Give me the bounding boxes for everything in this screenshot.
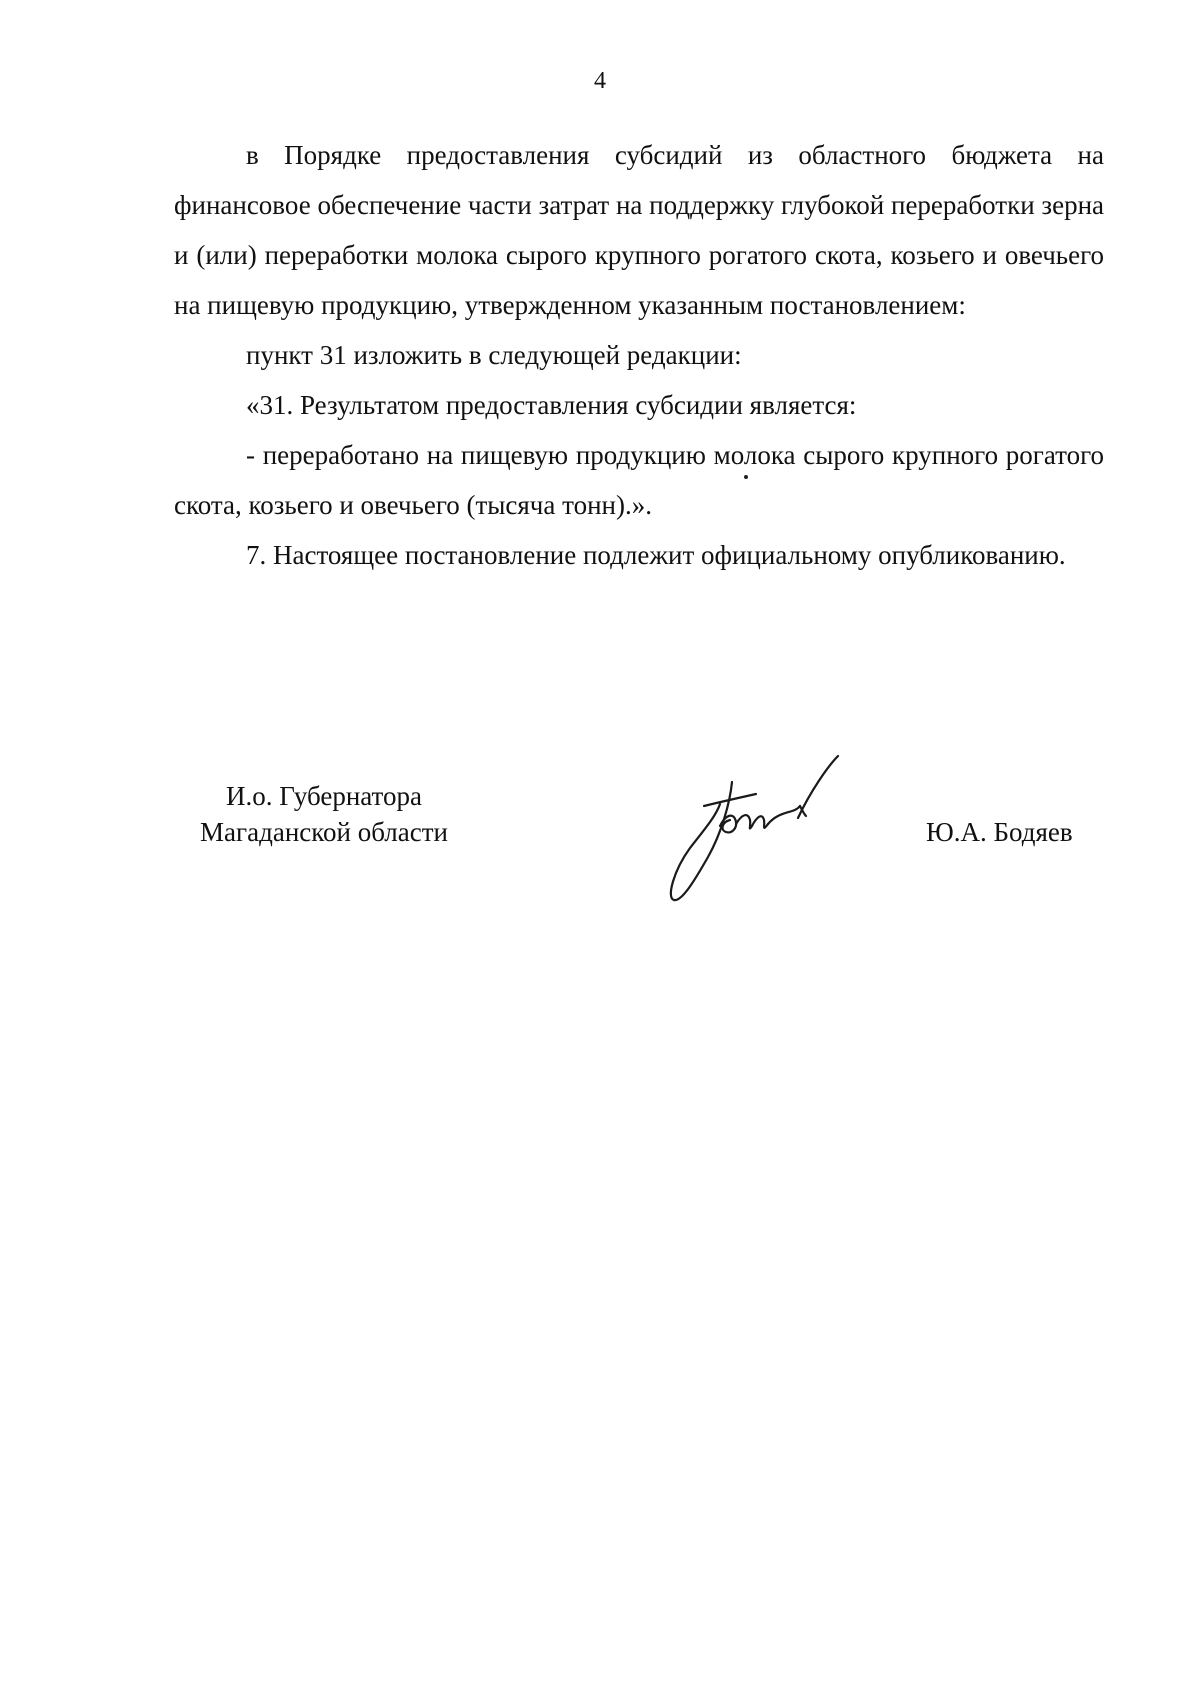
paragraph-clause-31-item: - переработано на пищевую продукцию молока сырого крупного рогатого скота, козьего и овечьего (тысяча тонн).».: [174, 440, 1104, 520]
paragraph-clause-31-result: «31. Результатом предоставления субсидии является:: [246, 390, 857, 420]
handwritten-signature: [660, 752, 850, 902]
scan-speck: [744, 475, 748, 479]
page-number: 4: [594, 68, 606, 94]
document-body: [174, 130, 1104, 580]
signatory-title-line2: Магаданской области: [200, 817, 448, 847]
paragraph-clause-31-intro: пункт 31 изложить в следующей редакции:: [246, 340, 742, 370]
paragraph-procedure: в Порядке предоставления субсидий из областного бюджета на финансовое обеспечение части затрат на поддержку глубокой переработки зерна и (или) переработки молока сырого крупного рогатого скота, козьего и овечьего на пищевую продукцию, утвержденном указанным постановлением:: [174, 140, 1104, 320]
signatory-title: [174, 778, 474, 850]
paragraph-publication: 7. Настоящее постановление подлежит официальному опубликованию.: [246, 540, 1066, 570]
signatory-name: Ю.А. Бодяев: [926, 817, 1073, 847]
signatory-title-line1: И.о. Губернатора: [225, 781, 422, 811]
